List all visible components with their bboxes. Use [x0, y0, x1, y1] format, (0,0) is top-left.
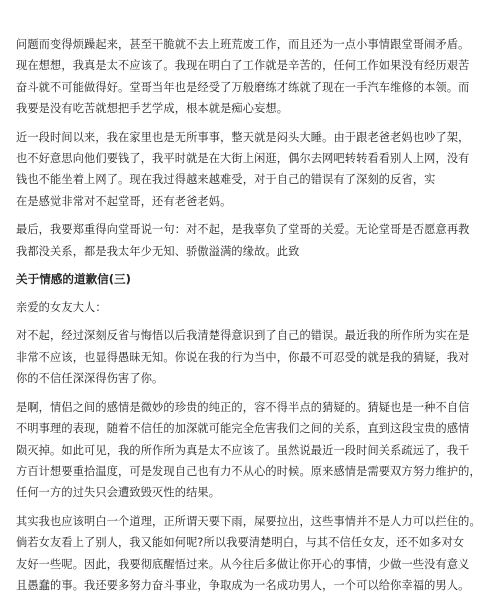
- salutation: [16, 297, 484, 318]
- text-line: 倘若女友看上了别人，我又能如何呢?所以我要清楚明白，与其不信任女友，还不如多对女: [16, 536, 465, 550]
- section-heading: 关于情感的道歉信(三): [16, 272, 131, 287]
- text-line: 也不好意思向他们要钱了，我平时就是在大街上闲逛，偶尔去网吧转转看看别人上网，没有: [16, 152, 470, 166]
- text-line: 最后，我要郑重得向堂哥说一句：对不起，是我辜负了堂哥的关爱。无论堂哥是否愿意再教: [16, 223, 470, 237]
- paragraph-2: [16, 127, 484, 213]
- text-line: 是啊，情侣之间的感情是微妙的珍贵的纯正的，容不得半点的猜疑的。猜疑也是一种不自信: [16, 400, 470, 414]
- text-line: 且愚蠢的事。我还要多努力奋斗事业，争取成为一名成功男人，一个可以给你幸福的男人。: [16, 578, 470, 592]
- text-line: 其实我也应该明白一个道理，正所谓天要下雨，屎要拉出，这些事情并不是人力可以拦住的。: [16, 514, 481, 528]
- text-line: 友好一些呢。因此，我要彻底醒悟过来。从今往后多做让你开心的事情，少做一些没有意义: [16, 557, 470, 571]
- text-line: 问题而变得烦躁起来，甚至干脆就不去上班荒废工作，而且还为一点小事情跟堂哥闹矛盾。: [16, 38, 470, 51]
- text-line: 对不起，经过深刻反省与悔悟以后我清楚得意识到了自己的错误。最近我的所作所为实在是: [16, 329, 470, 343]
- text-line: 近一段时间以来，我在家里也是无所事事，整天就是闷头大睡。由于跟老爸老妈也吵了架，: [16, 130, 470, 144]
- text-line: 不明事理的表现，随着不信任的加深就可能完全危害我们之间的关系，直到这段宝贵的感情: [16, 422, 470, 436]
- text-line: 任何一方的过失只会遭致毁灭性的结果。: [16, 486, 221, 500]
- paragraph-4: [16, 325, 484, 389]
- paragraph-1: [16, 0, 484, 120]
- text-line: 在是感觉非常对不起堂哥，还有老爸老妈。: [16, 194, 232, 208]
- text-line: 我都没关系，都是我太年少无知、骄傲溢满的缘故。此致: [16, 244, 300, 258]
- paragraph-3: [16, 219, 484, 262]
- text-line: 我要是没有吃苦就想把手艺学成，根本就是痴心妄想。: [16, 102, 289, 116]
- text-line: 奋斗就不可能做得好。堂哥当年也是经受了万般磨练才练就了现在一手汽车维修的本领。而: [16, 80, 470, 94]
- text-line: 现在想想，我真是太不应该了。我现在明白了工作就是辛苦的，任何工作如果没有经历艰苦: [16, 59, 470, 73]
- text-line: 钱也不能坐着上网了。现在我过得越来越难受，对于自己的错误有了深刻的反省，实: [16, 173, 436, 187]
- text-line: 亲爱的女友大人：: [16, 301, 107, 315]
- paragraph-6: [16, 511, 484, 596]
- paragraph-5: [16, 397, 484, 504]
- text-line: 陨灭掉。如此可见，我的所作所为真是太不应该了。虽然说最近一段时间关系疏远了，我千: [16, 443, 470, 457]
- text-line: 非常不应该，也显得愚昧无知。你说在我的行为当中，你最不可忍受的就是我的猜疑，我对: [16, 350, 470, 364]
- text-line: 你的不信任深深得伤害了你。: [16, 372, 164, 386]
- text-line: 方百计想要重拾温度，可是发现自己也有力不从心的时候。原来感情是需要双方努力维护的，: [16, 464, 481, 478]
